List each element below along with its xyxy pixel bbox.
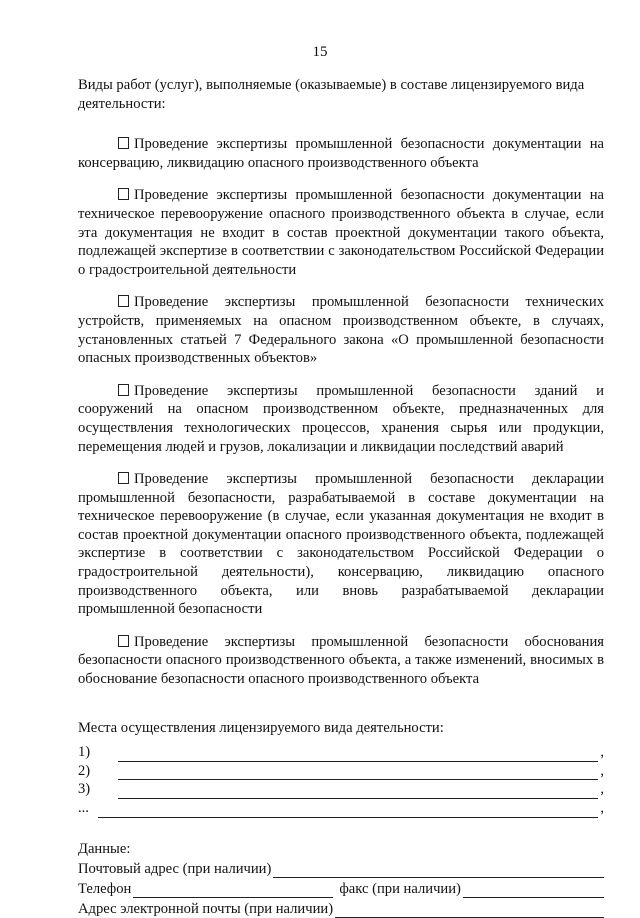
place-comma: , bbox=[600, 800, 604, 816]
option-text: Проведение экспертизы промышленной безопасности документации на техническое перевооружение опасного производственного объекта в случае, если эта документация не входит в состав проектной документации такого объекта, подлежащей экспертизе в соответствии с законодательством Российской Федерации о градостроительной деятельности bbox=[78, 187, 604, 278]
place-input-more[interactable] bbox=[98, 805, 598, 818]
checkbox-option-5[interactable] bbox=[118, 472, 129, 484]
place-number: 1) bbox=[78, 744, 91, 761]
fax-label: факс (при наличии) bbox=[339, 880, 461, 897]
postal-address-label: Почтовый адрес (при наличии) bbox=[78, 860, 272, 877]
place-comma: , bbox=[600, 781, 604, 798]
place-input-1[interactable] bbox=[118, 749, 598, 762]
place-line-3 bbox=[78, 780, 604, 799]
checkbox-option-6[interactable] bbox=[118, 635, 129, 647]
place-comma: , bbox=[600, 762, 604, 779]
data-heading: Данные: bbox=[78, 840, 131, 857]
work-types-heading: Виды работ (услуг), выполняемые (оказываемые) в составе лицензируемого вида деятельности: bbox=[78, 77, 585, 112]
checkbox-option-1[interactable] bbox=[118, 137, 129, 149]
place-number: 2) bbox=[78, 762, 91, 779]
place-input-2[interactable] bbox=[118, 767, 598, 780]
page-number: 15 bbox=[312, 44, 328, 60]
phone-input[interactable] bbox=[133, 885, 333, 898]
option-expertise-safety-justification bbox=[78, 633, 604, 689]
place-input-3[interactable] bbox=[118, 786, 598, 799]
option-text: Проведение экспертизы промышленной безопасности технических устройств, применяемых на опасном производственном объекте, в случаях, установленных статьей 7 Федерального закона «О промышленной безопасности опасных производственных объектов» bbox=[78, 294, 604, 367]
places-heading: Места осуществления лицензируемого вида деятельности: bbox=[78, 719, 444, 736]
email-row bbox=[78, 899, 604, 918]
place-line-1 bbox=[78, 743, 604, 762]
email-label: Адрес электронной почты (при наличии) bbox=[78, 900, 334, 917]
place-number: ... bbox=[78, 800, 89, 816]
option-expertise-reequipment bbox=[78, 186, 604, 279]
contact-data-block bbox=[78, 840, 604, 918]
checkbox-option-2[interactable] bbox=[118, 188, 129, 200]
postal-address-row bbox=[78, 859, 604, 878]
option-text: Проведение экспертизы промышленной безопасности декларации промышленной безопасности, разрабатываемой в составе документации на техническое перевооружение (в случае, если указанная документация не входит в состав проектной документации опасного производственного объекта, подлежащей экспертизе в соответствии с законодательством Российской Федерации о градостроительной деятельности), консервацию, ликвидацию опасного производственного объекта, или вновь разрабатываемой декларации промышленной безопасности bbox=[78, 471, 604, 618]
place-line-2 bbox=[78, 762, 604, 781]
phone-fax-row bbox=[78, 879, 604, 898]
place-number: 3) bbox=[78, 781, 91, 798]
option-expertise-buildings bbox=[78, 382, 604, 456]
checkbox-option-4[interactable] bbox=[118, 384, 129, 396]
place-comma: , bbox=[600, 744, 604, 761]
option-text: Проведение экспертизы промышленной безопасности зданий и сооружений на опасном производственном объекте, предназначенных для осуществления технологических процессов, хранения сырья или продукции, перемещения людей и грузов, локализации и ликвидации последствий аварий bbox=[78, 382, 604, 455]
option-expertise-technical-devices bbox=[78, 293, 604, 367]
postal-address-input[interactable] bbox=[273, 865, 604, 878]
application-form-content bbox=[78, 76, 604, 918]
option-expertise-conservation bbox=[78, 135, 604, 172]
checkbox-option-3[interactable] bbox=[118, 295, 129, 307]
email-input[interactable] bbox=[335, 905, 604, 918]
fax-input[interactable] bbox=[463, 885, 604, 898]
place-line-more bbox=[78, 799, 604, 818]
option-expertise-declaration bbox=[78, 470, 604, 619]
option-text: Проведение экспертизы промышленной безопасности обоснования безопасности опасного производственного объекта, а также изменений, вносимых в обоснование безопасности опасного производственного объекта bbox=[78, 633, 604, 688]
option-text: Проведение экспертизы промышленной безопасности документации на консервацию, ликвидацию опасного производственного объекта bbox=[78, 136, 604, 171]
phone-label: Телефон bbox=[78, 880, 132, 897]
